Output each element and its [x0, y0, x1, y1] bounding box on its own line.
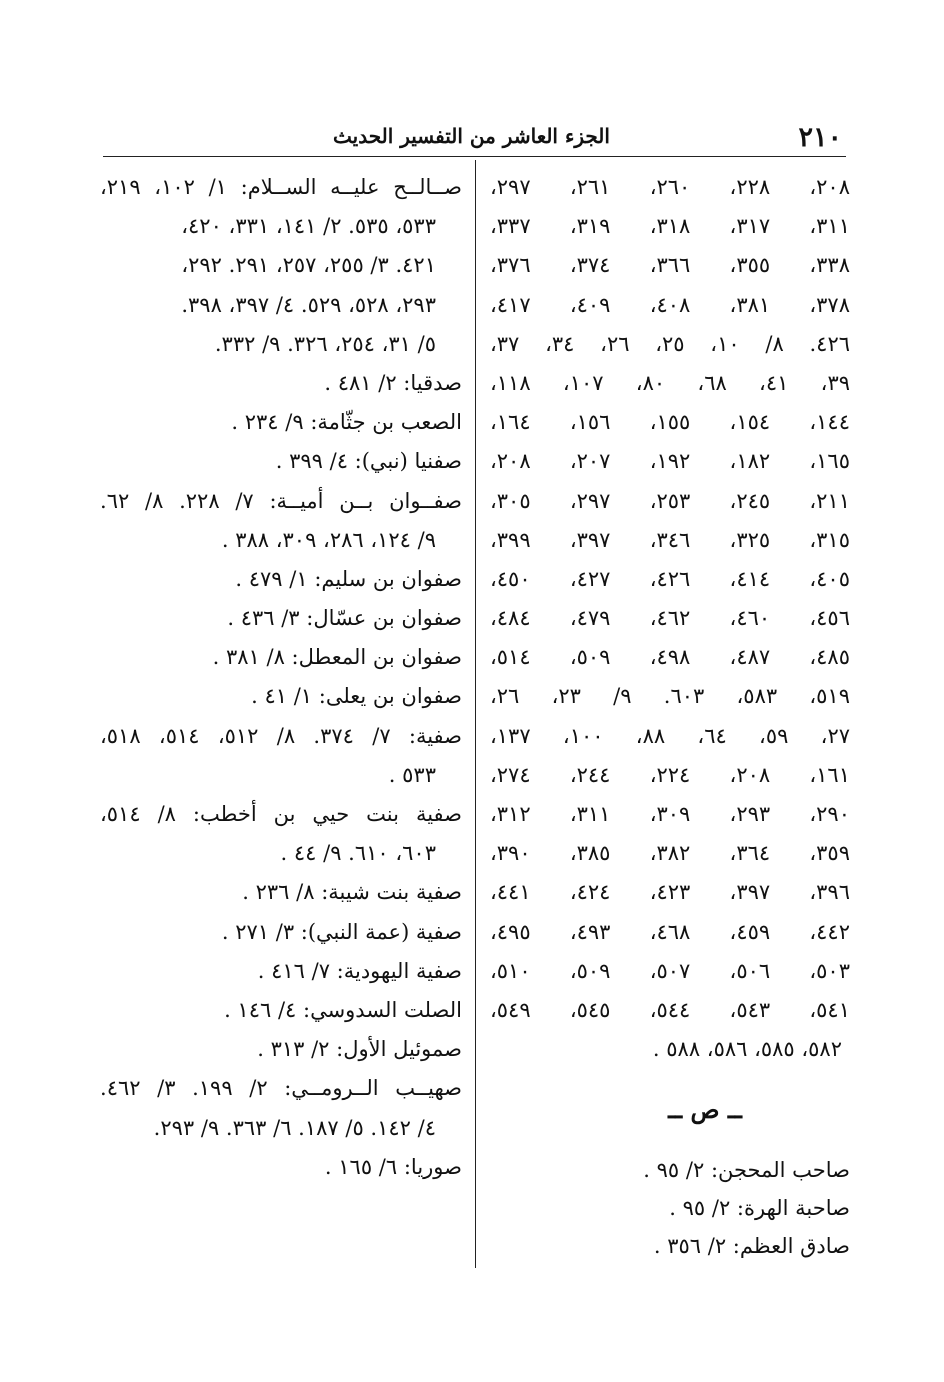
index-line: ٤٠٥، ٤١٤، ٤٢٦، ٤٢٧، ٤٥٠، [490, 566, 850, 591]
index-line: ٥٠٣، ٥٠٦، ٥٠٧، ٥٠٩، ٥١٠، [490, 958, 850, 983]
continuation-last-line: ٥٨٢، ٥٨٥، ٥٨٦، ٥٨٨ . [652, 1037, 842, 1062]
index-entry-line: ٩/ ١٢٤، ٢٨٦، ٣٠٩، ٣٨٨ . [221, 527, 436, 552]
index-line: ١٦٥، ١٨٢، ١٩٢، ٢٠٧، ٢٠٨، [490, 449, 850, 474]
index-line: ٢١١، ٢٤٥، ٢٥٣، ٢٩٧، ٣٠٥، [490, 488, 850, 513]
index-entry: صاحب المحجن: ٢/ ٩٥ . [643, 1158, 850, 1183]
index-line: ١٤٤، ١٥٤، ١٥٥، ١٥٦، ١٦٤، [490, 410, 850, 435]
index-entry-line: الصلت السدوسي: ٤/ ١٤٦ . [224, 997, 462, 1022]
index-line: ٤٤٢، ٤٥٩، ٤٦٨، ٤٩٣، ٤٩٥، [490, 919, 850, 944]
index-line: ٢٧، ٥٩، ٦٤، ٨٨، ١٠٠، ١٣٧، [490, 723, 850, 748]
index-line: ٣٩٦، ٣٩٧، ٤٢٣، ٤٢٤، ٤٤١، [490, 880, 850, 905]
index-line: ٤٨٥، ٤٨٧، ٤٩٨، ٥٠٩، ٥١٤، [490, 645, 850, 670]
index-line: ٣٣٨، ٣٥٥، ٣٦٦، ٣٧٤، ٣٧٦، [490, 253, 850, 278]
index-line: ١٦١، ٢٠٨، ٢٢٤، ٢٤٤، ٢٧٤، [490, 762, 850, 787]
index-entry-line: صفية: ٧/ ٣٧٤. ٨/ ٥١٢، ٥١٤، ٥١٨، [100, 723, 462, 748]
right-column [490, 168, 850, 1265]
entries-list [490, 1151, 850, 1265]
index-entry-line: صفــوان بــن أميــة: ٧/ ٢٢٨. ٨/ ٦٢. [100, 488, 462, 513]
index-line: ٣٥٩، ٣٦٤، ٣٨٢، ٣٨٥، ٣٩٠، [490, 841, 850, 866]
index-line: ٣٩، ٤١، ٦٨، ٨٠، ١٠٧، ١١٨، [490, 370, 850, 395]
index-line: ٤٢٦. ٨/ ١٠، ٢٥، ٢٦، ٣٤، ٣٧، [490, 331, 850, 356]
index-entry-line: ٤/ ١٤٢. ٥/ ١٨٧. ٦/ ٣٦٣. ٩/ ٢٩٣. [153, 1115, 436, 1140]
index-line: ٣٧٨، ٣٨١، ٤٠٨، ٤٠٩، ٤١٧، [490, 292, 850, 317]
index-entry-line: صــالــح عليــه الســلام: ١/ ١٠٢، ٢١٩، [100, 175, 462, 199]
index-entry-line: صفنيا (نبي): ٤/ ٣٩٩ . [275, 449, 462, 474]
column-divider [475, 160, 476, 1268]
index-line: ٣١١، ٣١٧، ٣١٨، ٣١٩، ٣٣٧، [490, 214, 850, 239]
index-entry-line: صدقيا: ٢/ ٤٨١ . [324, 370, 462, 395]
index-entry-line: صفوان بن يعلى: ١/ ٤١ . [251, 684, 462, 709]
index-entry-line: ٢٩٣، ٥٢٨، ٥٢٩. ٤/ ٣٩٧، ٣٩٨. [181, 292, 436, 317]
index-entry-line: صفية بنت شيبة: ٨/ ٢٣٦ . [242, 880, 462, 905]
index-entry-line: الصعب بن جثّامة: ٩/ ٢٣٤ . [231, 410, 462, 435]
index-entries-list [100, 168, 462, 1187]
index-line: ٤٥٦، ٤٦٠، ٤٦٢، ٤٧٩، ٤٨٤، [490, 606, 850, 631]
index-entry-line: صفوان بن عسّال: ٣/ ٤٣٦ . [227, 606, 462, 631]
index-line: ٥٤١، ٥٤٣، ٥٤٤، ٥٤٥، ٥٤٩، [490, 997, 850, 1022]
index-entry-line: ٦٠٣، ٦١٠. ٩/ ٤٤ . [280, 841, 436, 866]
page-header [103, 118, 846, 157]
index-entry: صاحبة الهرة: ٢/ ٩٥ . [669, 1196, 850, 1221]
running-title: الجزء العاشر من التفسير الحديث [333, 124, 610, 148]
index-entry-line: صموئيل الأول: ٢/ ٣١٣ . [257, 1037, 462, 1062]
index-entry-line: ٥٣٣ . [388, 762, 436, 787]
index-line: ٥١٩، ٥٨٣، ٦٠٣. ٩/ ٢٣، ٢٦، [490, 684, 850, 709]
page-number: ٢١٠ [798, 122, 842, 153]
number-continuation-list [490, 168, 850, 1030]
index-line: ٢٩٠، ٢٩٣، ٣٠٩، ٣١١، ٣١٢، [490, 802, 850, 826]
index-line: ٣١٥، ٣٢٥، ٣٤٦، ٣٩٧، ٣٩٩، [490, 527, 850, 552]
index-line: ٢٠٨، ٢٢٨، ٢٦٠، ٢٦١، ٢٩٧، [490, 175, 850, 199]
index-entry-line: ٥/ ٣١، ٢٥٤، ٣٢٦. ٩/ ٣٣٢. [214, 331, 436, 356]
index-entry-line: صفية اليهودية: ٧/ ٤١٦ . [257, 958, 462, 983]
section-heading: ــ ص ــ [668, 1095, 742, 1125]
index-entry-line: ٥٣٣، ٥٣٥. ٢/ ١٤١، ٣٣١، ٤٢٠، [181, 214, 436, 239]
index-entry-line: صفوان بن سليم: ١/ ٤٧٩ . [235, 566, 462, 591]
index-entry-line: صفية (عمة النبي): ٣/ ٢٧١ . [221, 919, 462, 944]
index-entry-line: صفية بنت حيي بن أخطب: ٨/ ٥١٤، [100, 802, 462, 826]
index-entry-line: صفوان بن المعطل: ٨/ ٣٨١ . [212, 645, 462, 670]
index-entry-line: ٤٢١. ٣/ ٢٥٥، ٢٥٧، ٢٩١. ٢٩٢، [181, 253, 436, 278]
index-entry-line: صهيــب الــرومــي: ٢/ ١٩٩. ٣/ ٤٦٢. [100, 1076, 462, 1101]
index-entry-line: صوريا: ٦/ ١٦٥ . [324, 1154, 462, 1179]
left-column [100, 168, 462, 1187]
index-entry: صادق العظم: ٢/ ٣٥٦ . [653, 1234, 850, 1259]
